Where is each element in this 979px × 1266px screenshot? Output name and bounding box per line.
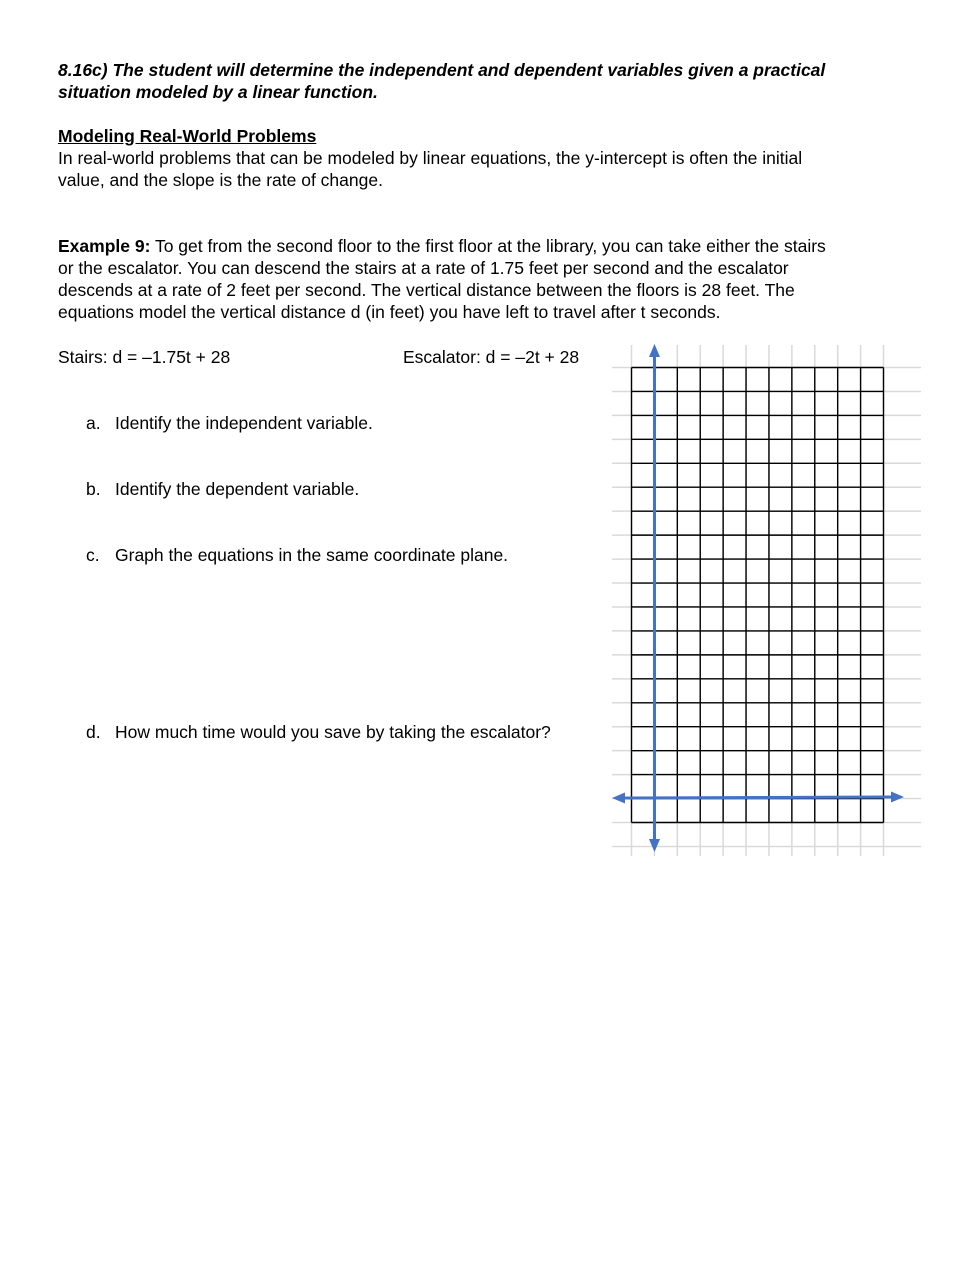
stairs-equation: Stairs: d = –1.75t + 28 (58, 347, 231, 367)
y-axis-up-arrow-icon (649, 344, 660, 357)
question-text: Identify the dependent variable. (115, 479, 360, 499)
question-letter: d. (86, 722, 101, 742)
example-line-3: descends at a rate of 2 feet per second. The vertical distance between the floors is 28 feet. The (58, 280, 795, 300)
question-text: Graph the equations in the same coordinate plane. (115, 545, 509, 565)
example-label: Example 9: (58, 236, 151, 256)
y-axis-down-arrow-icon (649, 839, 660, 852)
standard-line-2: situation modeled by a linear function. (58, 82, 378, 102)
standard-line-1: 8.16c) The student will determine the independent and dependent variables given a practical (58, 60, 826, 80)
section-line-2: value, and the slope is the rate of change. (58, 170, 383, 190)
escalator-equation: Escalator: d = –2t + 28 (403, 347, 580, 367)
question-letter: c. (86, 545, 100, 565)
section-heading: Modeling Real-World Problems (58, 126, 317, 146)
example-line-1: To get from the second floor to the first floor at the library, you can take either the stairs (150, 236, 826, 256)
section-line-1: In real-world problems that can be modeled by linear equations, the y-intercept is often the initial (58, 148, 803, 168)
x-axis-left-arrow-icon (612, 793, 625, 804)
question-letter: a. (86, 413, 101, 433)
y-axis (649, 344, 660, 852)
question-text: Identify the independent variable. (115, 413, 373, 433)
grid-extension-lines (612, 345, 921, 856)
question-letter: b. (86, 479, 101, 499)
x-axis-right-arrow-icon (891, 792, 904, 803)
example-line-2: or the escalator. You can descend the stairs at a rate of 1.75 feet per second and the escalator (58, 258, 789, 278)
example-line-4: equations model the vertical distance d (in feet) you have left to travel after t seconds. (58, 302, 721, 322)
grid-lines (632, 368, 884, 823)
question-text: How much time would you save by taking the escalator? (115, 722, 551, 742)
